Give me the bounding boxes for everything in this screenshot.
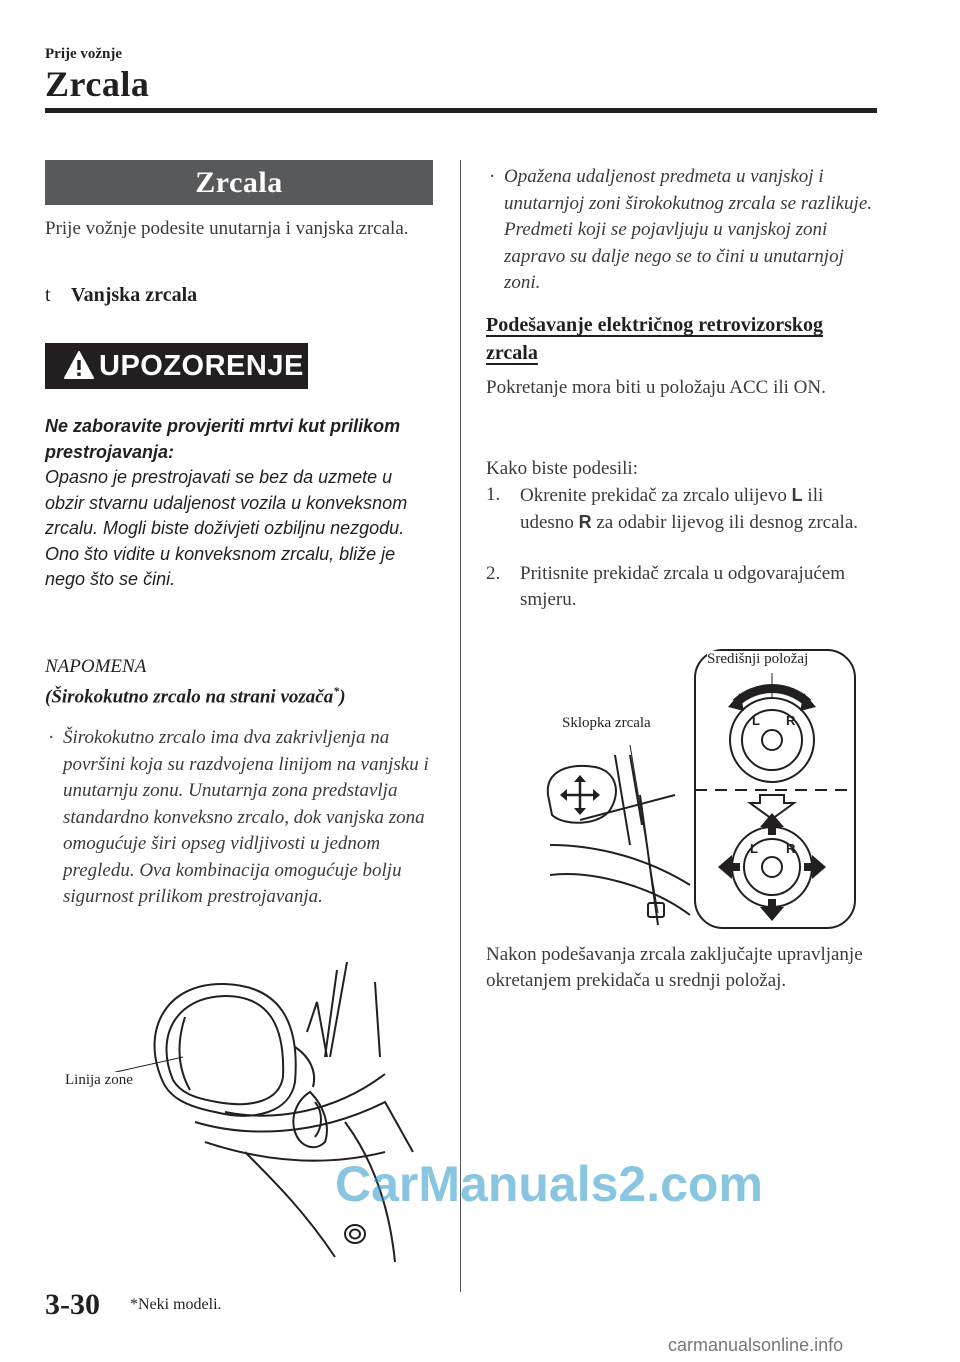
ignition-paragraph: Pokretanje mora biti u položaju ACC ili ON. xyxy=(486,377,826,398)
warning-bold-text: Ne zaboravite provjeriti mrtvi kut prilikom prestrojavanja: xyxy=(45,416,401,462)
left-column xyxy=(45,160,433,907)
svg-text:L: L xyxy=(752,713,760,728)
note-subtitle xyxy=(45,684,346,708)
chapter-label: Prije vožnje xyxy=(45,46,123,62)
step-2 xyxy=(486,561,878,613)
left-letter-icon: L xyxy=(791,485,803,505)
watermark-logo: CarManuals2.com xyxy=(335,1156,763,1212)
step-number: 1. xyxy=(486,484,501,505)
switch-illustration xyxy=(540,645,860,930)
page-title: Zrcala xyxy=(45,64,150,104)
mirror-switch-figure xyxy=(540,645,860,930)
page-number: 3-30 xyxy=(45,1288,100,1321)
closing-paragraph: Nakon podešavanja zrcala zaključajte upravljanje okretanjem prekidača u srednji položaj. xyxy=(486,944,863,991)
note-bullet-text: Širokokutno zrcalo ima dva zakrivljenja na površini koja su razdvojena linijom na vanjsku i unutarnju zonu. Unutarnja zona predstavlja standardno konveksno zrcalo, dok vanjska zona omogućuje širi opseg vidljivosti u jednom pregledu. Ova kombinacija omogućuje bolju sigurnost prilikom prestrojavanja. xyxy=(63,727,429,907)
step-1 xyxy=(486,482,878,536)
right-bullet-text: Opažena udaljenost predmeta u vanjskoj i unutarnjoj zoni širokokutnog zrcala se razlikuje. Predmeti koji se pojavljuju u vanjskoj zoni zapravo su dalje nego se to čini u unutarnjoj zoni. xyxy=(504,166,873,293)
warning-triangle-icon xyxy=(63,350,95,380)
warning-label: UPOZORENJE xyxy=(99,350,304,382)
note-subtitle-close: ) xyxy=(339,686,346,708)
step-1-text-a: Okrenite prekidač za zrcalo ulijevo xyxy=(520,485,792,506)
column-divider xyxy=(460,160,461,1292)
bullet-dot: · xyxy=(489,166,496,187)
note-label: NAPOMENA xyxy=(45,656,147,677)
svg-text:R: R xyxy=(786,713,796,728)
bullet-dot: · xyxy=(48,727,55,748)
step-1-text-b: ili udesno xyxy=(520,485,824,533)
section-heading xyxy=(486,311,878,367)
intro-paragraph: Prije vožnje podesite unutarnja i vanjska zrcala. xyxy=(45,218,409,239)
section-title: Zrcala xyxy=(45,160,433,205)
mirror-zone-figure xyxy=(45,962,415,1262)
step-2-text: Pritisnite prekidač zrcala u odgovarajućem smjeru. xyxy=(520,563,845,610)
mirror-illustration xyxy=(45,962,415,1262)
header-rule xyxy=(45,108,877,113)
subheading xyxy=(45,284,197,307)
howto-paragraph: Kako biste podesili: xyxy=(486,458,638,479)
note-bullet xyxy=(45,725,435,911)
watermark-corner: carmanualsonline.info xyxy=(668,1335,844,1355)
footnote: *Neki modeli. xyxy=(130,1296,222,1313)
zone-line-label: Linija zone xyxy=(65,1072,133,1088)
note-subtitle-text: (Širokokutno zrcalo na strani vozača xyxy=(45,686,334,708)
subhead-marker: t xyxy=(45,284,51,306)
right-letter-icon: R xyxy=(578,512,592,532)
asterisk: * xyxy=(333,684,340,698)
right-bullet xyxy=(486,164,878,297)
warning-banner xyxy=(45,343,308,389)
center-position-label: Središnji položaj xyxy=(707,651,809,667)
step-number: 2. xyxy=(486,563,501,584)
section-heading-text: Podešavanje električnog retrovizorskog zrcala xyxy=(486,314,823,364)
warning-text: Opasno je prestrojavati se bez da uzmete u obzir stvarnu udaljenost vozila u konveksnom zrcalu. Mogli biste doživjeti ozbiljnu nezgodu. Ono što vidite u konveksnom zrcalu, bliže je nego što se čini. xyxy=(45,467,408,589)
svg-text:R: R xyxy=(786,841,796,856)
subhead-text: Vanjska zrcala xyxy=(71,284,198,306)
warning-body xyxy=(45,414,435,593)
mirror-switch-label: Sklopka zrcala xyxy=(562,715,651,731)
step-1-text-c: za odabir lijevog ili desnog zrcala. xyxy=(591,512,859,533)
svg-text:L: L xyxy=(750,841,758,856)
